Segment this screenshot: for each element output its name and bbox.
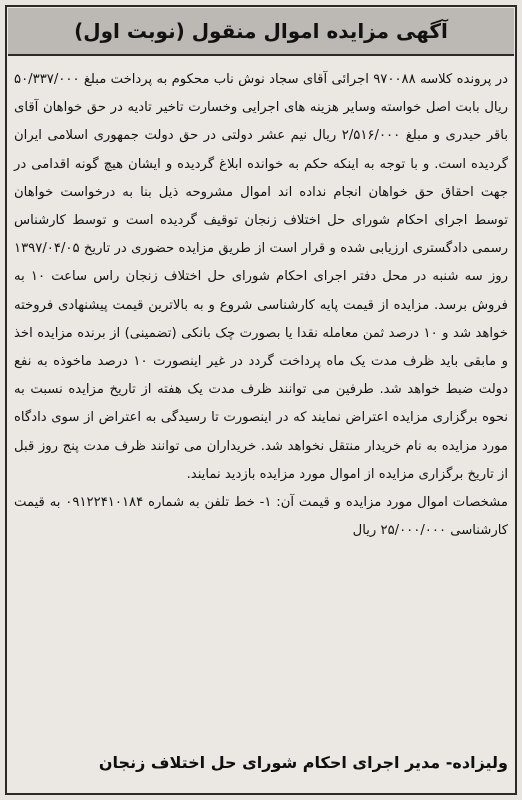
notice-title: آگهی مزایده اموال منقول (نوبت اول)	[74, 19, 448, 43]
notice-header	[8, 8, 514, 56]
signature-line: ولیزاده- مدیر اجرای احکام شورای حل اختلاف زنجان	[98, 753, 508, 772]
notice-body	[14, 66, 508, 545]
notice-paragraph: در پرونده کلاسه ۹۷۰۰۸۸ اجرائی آقای سجاد نوش ناب محکوم به پرداخت مبلغ ۵۰/۳۳۷/۰۰۰ ریال بابت اصل خواسته وسایر هزینه های اجرایی وخسارت تاخیر تادیه در حق خواهان آقای باقر حیدری و مبلغ ۲/۵۱۶/۰۰۰ ریال نیم عشر دولتی در حق دولت جمهوری اسلامی ایران گردیده است. و با توجه به اینکه حکم به خوانده ابلاغ گردیده و ایشان هیچ گونه اقدامی در جهت احقاق حق خواهان انجام نداده اند اموال مشروحه ذیل بنا به درخواست خواهان توسط اجرای احکام شورای حل اختلاف زنجان توقیف گردیده است و توسط کارشناس رسمی دادگستری ارزیابی شده و قرار است از طریق مزایده حضوری در تاریخ ۱۳۹۷/۰۴/۰۵ روز سه شنبه در محل دفتر اجرای احکام شورای حل اختلاف زنجان راس ساعت ۱۰ به فروش برسد. مزایده از قیمت پایه کارشناسی شروع و به بالاترین قیمت پیشنهادی فروخته خواهد شد و ۱۰ درصد ثمن معامله نقدا یا بصورت چک بانکی (تضمینی) از برنده مزایده اخذ و مابقی باید ظرف مدت یک ماه پرداخت گردد در غیر اینصورت ۱۰ درصد ماخوذه به نفع دولت ضبط خواهد شد. طرفین می توانند ظرف مدت یک هفته از تاریخ مزایده نسبت به نحوه برگزاری مزایده اعتراض نمایند که در اینصورت تا رسیدگی به اعتراض از سوی دادگاه مورد مزایده به نام خریدار منتقل نخواهد شد. خریداران می توانند ظرف مدت پنج روز قبل از تاریخ برگزاری مزایده از اموال مورد مزایده بازدید نمایند.	[14, 72, 509, 482]
property-specs: مشخصات اموال مورد مزایده و قیمت آن: ۱- خط تلفن به شماره ۰۹۱۲۲۴۱۰۱۸۴ به قیمت کارشناسی ۲۵/۰۰۰/۰۰۰ ریال	[14, 495, 508, 539]
